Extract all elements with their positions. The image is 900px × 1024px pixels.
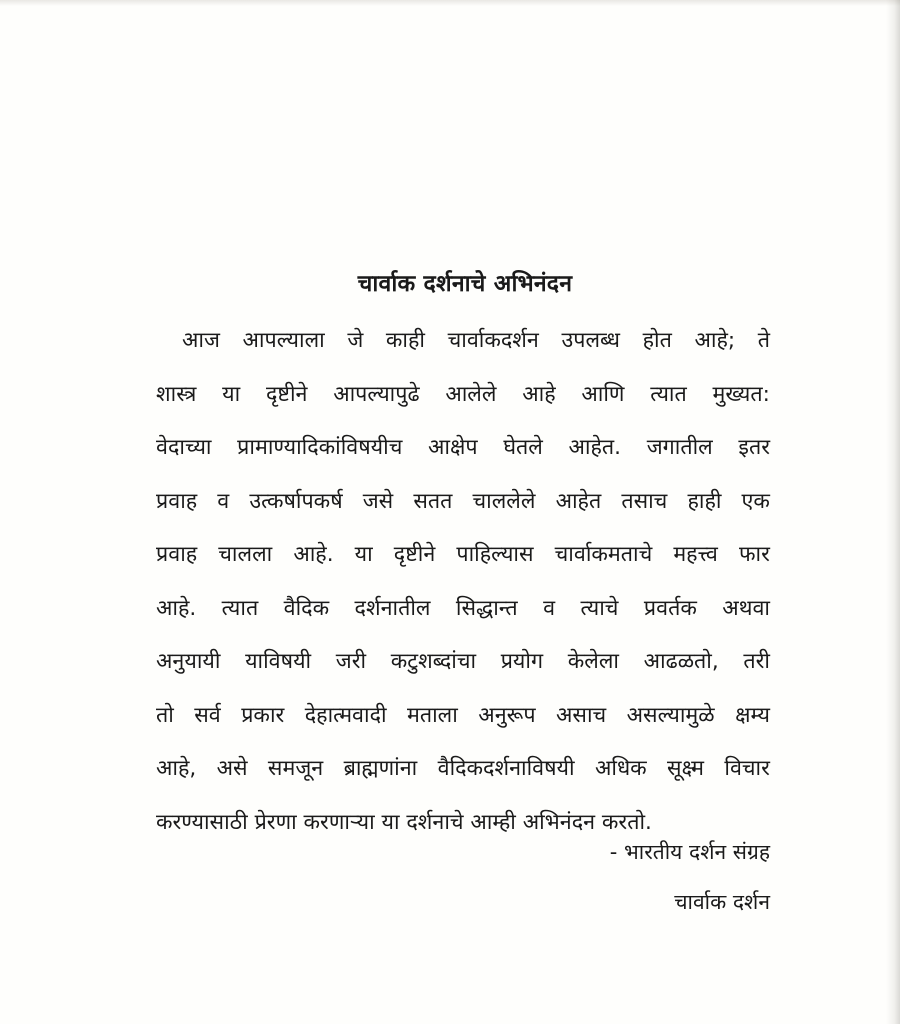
paragraph-word: करतो. xyxy=(601,809,652,835)
paragraph-word: मुख्यत: xyxy=(712,381,770,407)
paragraph-word: घेतले xyxy=(503,435,543,460)
paragraph-word: दृष्टीने xyxy=(393,542,436,567)
paragraph-word: हाही xyxy=(687,488,722,514)
paragraph-word: या xyxy=(354,542,373,567)
paragraph-word: चालला xyxy=(218,542,273,567)
paragraph xyxy=(156,314,770,849)
paragraph-word: इतर xyxy=(738,435,770,460)
paragraph-word: शास्त्र xyxy=(156,381,197,407)
paragraph-word: होत xyxy=(642,328,672,353)
paragraph-word: दृष्टीने xyxy=(265,381,308,407)
source-attribution: - भारतीय दर्शन संग्रह xyxy=(609,840,770,864)
paragraph-word: वेदाच्या xyxy=(156,435,212,460)
paragraph-word: उत्कर्षापकर्ष xyxy=(249,488,343,514)
paragraph-word: वैदिकदर्शनाविषयी xyxy=(437,756,575,781)
paragraph-line xyxy=(156,314,770,368)
paragraph-word: उपलब्ध xyxy=(561,328,620,353)
paragraph-word: त्याचे xyxy=(580,595,619,621)
paragraph-word: आहे. xyxy=(156,595,197,621)
paragraph-word: त्यात xyxy=(650,381,687,407)
paragraph-word: ते xyxy=(757,328,770,353)
paragraph-word: आणि xyxy=(581,381,625,407)
paragraph-word: कटुशब्दांचा xyxy=(390,649,477,674)
page-top-edge xyxy=(0,0,900,6)
paragraph-word: आढळतो, xyxy=(643,649,719,674)
paragraph-word: आलेले xyxy=(445,381,497,407)
paragraph-word: आहे; xyxy=(694,328,736,353)
paragraph-line xyxy=(156,421,770,475)
paragraph-word: अधिक xyxy=(594,756,647,781)
paragraph-word: असे xyxy=(216,756,248,781)
paragraph-word: जगातील xyxy=(646,435,713,460)
paragraph-word: प्रेरणा xyxy=(254,809,304,835)
paragraph-word: आहे. xyxy=(293,542,334,567)
paragraph-word: दर्शनातील xyxy=(354,595,431,621)
paragraph-word: दर्शनाचे xyxy=(406,809,471,835)
paragraph-word: करणाऱ्या xyxy=(303,809,382,835)
paragraph-word: आक्षेप xyxy=(428,435,478,460)
paragraph-word: देहात्मवादी xyxy=(304,702,387,728)
paragraph-word: काही xyxy=(385,328,425,353)
paragraph-word: चार्वाकदर्शन xyxy=(447,328,539,353)
paragraph-word: सूक्ष्म xyxy=(667,756,705,781)
paragraph-word: प्रवाह xyxy=(156,542,198,567)
paragraph-word: आहे xyxy=(522,381,556,407)
paragraph-word: सतत xyxy=(413,488,453,514)
paragraph-word: असाच xyxy=(555,702,607,728)
paragraph-line xyxy=(156,528,770,582)
paragraph-word: या xyxy=(222,381,241,407)
paragraph-word: अनुरूप xyxy=(478,702,536,728)
paragraph-word: वैदिक xyxy=(283,595,330,621)
paragraph-word: विचार xyxy=(724,756,770,781)
paragraph-line xyxy=(156,475,770,529)
paragraph-word: करण्यासाठी xyxy=(156,809,255,835)
page-title: चार्वाक दर्शनाचे अभिनंदन xyxy=(357,271,573,297)
paragraph-word: सिद्धान्त xyxy=(455,595,518,621)
paragraph-word: आहेत. xyxy=(568,435,622,460)
paragraph-line xyxy=(156,635,770,689)
paragraph-word: तरी xyxy=(743,649,770,674)
paragraph-word: प्रामाण्यादिकांविषयीच xyxy=(237,435,403,460)
paragraph-word: एक xyxy=(741,488,770,514)
paragraph-word: मताला xyxy=(407,702,458,728)
paragraph-word: समजून xyxy=(267,756,324,781)
paragraph-word: अथवा xyxy=(722,595,770,621)
paragraph-word: आहेत xyxy=(555,488,602,514)
paragraph-word: तसाच xyxy=(621,488,668,514)
paragraph-word: पाहिल्यास xyxy=(456,542,534,567)
paragraph-word: अभिनंदन xyxy=(522,809,602,835)
source-title: चार्वाक दर्शन xyxy=(674,890,770,914)
paragraph-word: आज xyxy=(182,328,220,353)
paragraph-line xyxy=(156,582,770,636)
paragraph-word: क्षम्य xyxy=(735,702,770,728)
paragraph-line xyxy=(156,742,770,796)
paragraph-word: सर्व xyxy=(194,702,221,728)
paragraph-word: या xyxy=(381,809,407,835)
paragraph-word: आपल्याला xyxy=(242,328,325,353)
paragraph-word: आम्ही xyxy=(470,809,523,835)
paragraph-word: प्रवर्तक xyxy=(643,595,697,621)
paragraph-word: व xyxy=(543,595,556,621)
paragraph-word: जसे xyxy=(362,488,394,514)
paragraph-line xyxy=(156,368,770,422)
paragraph-word: अनुयायी xyxy=(156,649,221,674)
paragraph-word: फार xyxy=(738,542,770,567)
paragraph-word: चाललेले xyxy=(472,488,536,514)
paragraph-word: आहे, xyxy=(156,756,197,781)
paragraph-word: असल्यामुळे xyxy=(626,702,715,728)
paragraph-line xyxy=(156,689,770,743)
page-edge-shadow xyxy=(886,0,900,1024)
paragraph-word: प्रवाह xyxy=(156,488,198,514)
paragraph-word: व xyxy=(217,488,230,514)
paragraph-word: ब्राह्मणांना xyxy=(343,756,418,781)
paragraph-word: जे xyxy=(347,328,364,353)
paragraph-word: महत्त्व xyxy=(673,542,718,567)
paragraph-word: जरी xyxy=(335,649,367,674)
paragraph-word: केलेला xyxy=(567,649,619,674)
paragraph-word: तो xyxy=(156,702,174,728)
paragraph-word: त्यात xyxy=(221,595,259,621)
paragraph-word: आपल्यापुढे xyxy=(333,381,420,407)
paragraph-word: याविषयी xyxy=(245,649,312,674)
paragraph-word: प्रयोग xyxy=(500,649,544,674)
paragraph-word: चार्वाकमताचे xyxy=(554,542,653,567)
paragraph-word: प्रकार xyxy=(241,702,285,728)
